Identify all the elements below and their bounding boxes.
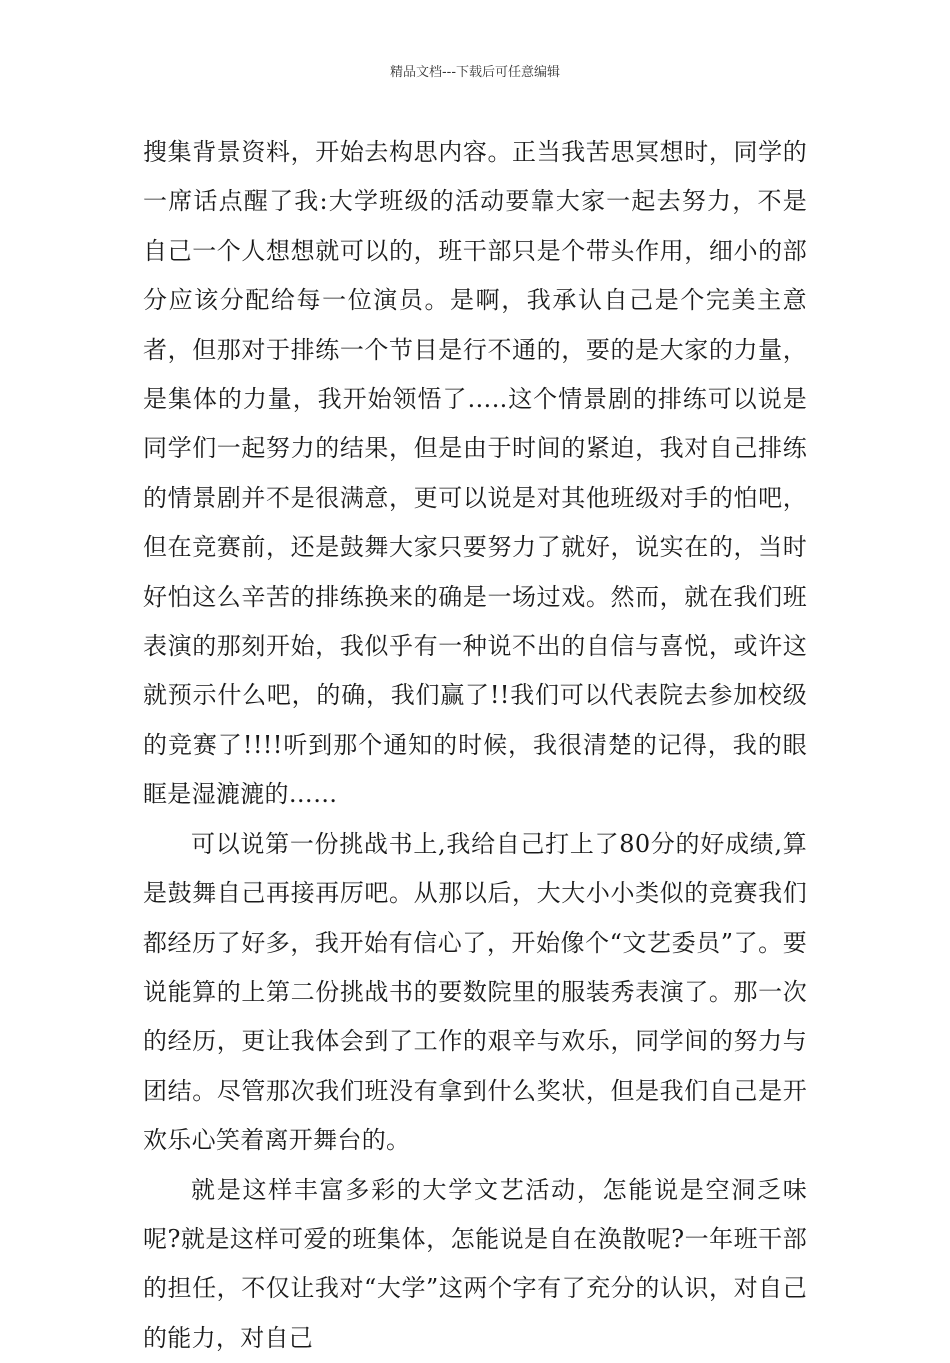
page-header: 精品文档---下载后可任意编辑 <box>389 65 561 80</box>
paragraph-1: 搜集背景资料，开始去构思内容。正当我苦思冥想时，同学的一席话点醒了我:大学班级的活动要靠大家一起去努力，不是自己一个人想想就可以的，班干部只是个带头作用，细小的部分应该分配给每一位演员。是啊，我承认自己是个完美主意者，但那对于排练一个节目是行不通的，要的是大家的力量，是集体的力量，我开始领悟了…..这个情景剧的排练可以说是同学们一起努力的结果，但是由于时间的紧迫，我对自己排练的情景剧并不是很满意，更可以说是对其他班级对手的怕吧，但在竞赛前，还是鼓舞大家只要努力了就好，说实在的，当时好怕这么辛苦的排练换来的确是一场过戏。然而，就在我们班表演的那刻开始，我似乎有一种说不出的自信与喜悦，或许这就预示什么吧，的确，我们赢了!!我们可以代表院去参加校级的竞赛了!!!!听到那个通知的时候，我很清楚的记得，我的眼眶是湿漉漉的…… <box>143 138 807 809</box>
paragraph-3: 就是这样丰富多彩的大学文艺活动，怎能说是空洞乏味呢?就是这样可爱的班集体，怎能说是自在涣散呢?一年班干部的担任，不仅让我对“大学”这两个字有了充分的认识，对自己的能力，对自己 <box>143 1175 807 1352</box>
paragraph-2: 可以说第一份挑战书上,我给自己打上了80分的好成绩,算是鼓舞自己再接再厉吧。从那以后，大大小小类似的竞赛我们都经历了好多，我开始有信心了，开始像个“文艺委员”了。要说能算的上第二份挑战书的要数院里的服装秀表演了。那一次的经历，更让我体会到了工作的艰辛与欢乐，同学间的努力与团结。尽管那次我们班没有拿到什么奖状，但是我们自己是开欢乐心笑着离开舞台的。 <box>143 829 807 1155</box>
body-text <box>143 128 807 1363</box>
